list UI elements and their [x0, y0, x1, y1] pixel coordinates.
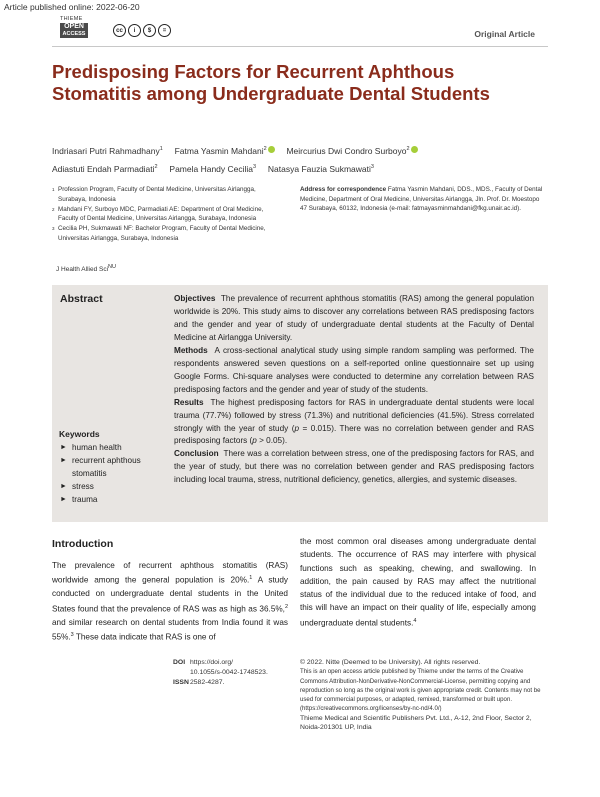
- arrow-icon: ►: [60, 444, 67, 451]
- logo-line1: OPEN: [60, 23, 88, 31]
- author: Indriasari Putri Rahmadhany: [52, 145, 160, 156]
- author: Natasya Fauzia Sukmawati: [267, 163, 371, 174]
- author: Pamela Handy Cecilia: [169, 163, 254, 174]
- keyword-item[interactable]: ► recurrent aphthous stomatitis: [60, 456, 141, 478]
- nd-icon: =: [158, 24, 171, 37]
- thieme-open-access-logo: [60, 16, 90, 42]
- issn-label: ISSN: [173, 679, 189, 686]
- orcid-icon[interactable]: [268, 146, 275, 153]
- doi-link[interactable]: https://doi.org/: [190, 659, 234, 666]
- introduction-col2: the most common oral diseases among undergraduate dental students. The occurrence of RAS may interfere with physical functions such as speaking, chewing, and swallowing. In addition, the pain caused by RAS may affect the nutritional status of the individual due to the reduced intake of food, and this will have an impact on their quality of life, especially among undergraduate dental students.$^4$: [300, 537, 536, 628]
- author: Fatma Yasmin Mahdani: [174, 145, 264, 156]
- journal-citation: J Health Allied Sci$^{NU}$: [56, 264, 116, 274]
- abstract-heading: Abstract: [60, 293, 103, 305]
- doi-label: DOI: [173, 659, 186, 666]
- author-row-1: Indriasari Putri Rahmadhany$^1$ Fatma Yasmin Mahdani$^2$ Meircurius Dwi Condro Surboyo$^2$: [52, 141, 548, 159]
- keyword-item[interactable]: ► human health: [60, 443, 122, 452]
- copyright: © 2022. Nitte (Deemed to be University). All rights reserved.: [300, 659, 481, 666]
- header-divider: [52, 46, 548, 47]
- doi-value: 10.1055/s-0042-1748523.: [190, 669, 268, 676]
- conclusion-label: Conclusion: [174, 449, 219, 459]
- keywords-list: [60, 441, 170, 506]
- introduction-heading: Introduction: [52, 538, 114, 550]
- correspondence-address: [300, 185, 548, 214]
- correspondence-text: Fatma Yasmin Mahdani, DDS., MDS., Faculty of Dental Medicine, Department of Oral Medicine, Universitas Airlangga, Jln. Prof. Dr. Moestopo 47 Surabaya, 60132, Indonesia (e-mail: fatmayasminmahdani@fkg.unair.ac.id).: [300, 186, 543, 213]
- abstract-body: Objectives The prevalence of recurrent aphthous stomatitis (RAS) among the general population worldwide is 20%. This study aims to discover any correlations between RAS predisposing factors and the gender and year of study of undergraduate dental students at the Faculty of Dental Medicine at Airlangga University. Methods A cross-sectional analytical study using simple random sampling was performed. The respondents answered seven questions on a self-reported online questionnaire set up using Google Forms. Chi-square analyses were conducted to determine any correlation between RAS predisposing factors and the gender and year of study of the students. Results The highest predisposing factors for RAS in undergraduate dental students were local trauma (77.7%) followed by stress (71.3%) and nutritional deficiencies (41.5%). Stress correlated strongly with the year of study (p = 0.015). There was no correlation between gender and RAS predisposing factors (p > 0.05). Conclusion There was a correlation between stress, one of the predisposing factors for RAS, and the year of study, but there was no correlation between gender and RAS predisposing factors including local trauma, stress, nutritional deficiency, genetics, allergies, and systemic diseases.: [174, 294, 534, 485]
- keyword-item[interactable]: ► stress: [60, 482, 94, 491]
- affiliation-item: 1 Profession Program, Faculty of Dental Medicine, Universitas Airlangga, Surabaya, Indonesia: [52, 186, 256, 203]
- affiliations: [52, 185, 284, 244]
- methods-text: A cross-sectional analytical study using simple random sampling was performed. The respondents answered seven questions on a self-reported online questionnaire set up using Google Forms. Chi-square analyses were conducted to determine any correlation between RAS predisposing factors and the gender and year of study of the students.: [174, 345, 534, 394]
- keywords-heading: Keywords: [59, 429, 100, 439]
- correspondence-label: Address for correspondence: [300, 186, 387, 193]
- license-icons: [113, 24, 171, 37]
- article-title: Predisposing Factors for Recurrent Aphthous Stomatitis among Undergraduate Dental Students: [52, 61, 490, 104]
- copyright-block: [300, 658, 548, 732]
- objectives-label: Objectives: [174, 294, 216, 303]
- by-icon: i: [128, 24, 141, 37]
- publisher-address: Thieme Medical and Scientific Publishers Pvt. Ltd., A-12, 2nd Floor, Sector 2, Noida-201301 UP, India: [300, 714, 532, 732]
- affiliation-item: 3 Cecilia PH, Sukmawati NF: Bachelor Program, Faculty of Dental Medicine, Universitas Airlangga, Surabaya, Indonesia: [52, 225, 266, 242]
- article-type: Original Article: [474, 29, 535, 39]
- author: Adiastuti Endah Parmadiati: [52, 163, 155, 174]
- author: Meircurius Dwi Condro Surboyo: [286, 145, 407, 156]
- cc-icon: cc: [113, 24, 126, 37]
- results-label: Results: [174, 397, 204, 407]
- logo-line2: ACCESS: [60, 31, 88, 38]
- author-row-2: Adiastuti Endah Parmadiati$^2$ Pamela Handy Cecilia$^3$ Natasya Fauzia Sukmawati$^3$: [52, 163, 374, 174]
- issn-value: 2582-4287.: [190, 679, 225, 686]
- orcid-icon[interactable]: [411, 146, 418, 153]
- introduction-col1: The prevalence of recurrent aphthous stomatitis (RAS) worldwide among the general population is 20%.$^1$ A study conducted on undergraduate dental students in the United States found that the prevalence of RAS was as high as 36.5%,$^2$ and similar research on dental students from India found it was 55%.$^3$ These data indicate that RAS is one of: [52, 561, 288, 642]
- objectives-text: The prevalence of recurrent aphthous stomatitis (RAS) among the general population worldwide is 20%. This study aims to discover any correlations between RAS predisposing factors and the gender and year of study of undergraduate dental students at the Faculty of Dental Medicine at Airlangga University.: [174, 294, 534, 342]
- author-list: [52, 141, 548, 177]
- arrow-icon: ►: [60, 483, 67, 490]
- results-text: The highest predisposing factors for RAS in undergraduate dental students were local trauma (77.7%) followed by stress (71.3%) and nutritional deficiencies (41.5%). Stress correlated strongly with the year of study (: [174, 397, 534, 433]
- license-text: This is an open access article published by Thieme under the terms of the Creative Commons Attribution-NonDerivative-NonCommercial-License, permitting copying and reproduction so long as the original work is given appropriate credit. Contents may not be used for commercial purposes, or adapted, remixed, transformed or built upon. (https://creativecommons.org/licenses/by-nc-nd/4.0/): [300, 668, 541, 713]
- arrow-icon: ►: [60, 457, 67, 464]
- logo-publisher: THIEME: [60, 16, 83, 22]
- conclusion-text: There was a correlation between stress, one of the predisposing factors for RAS, and the year of study, but there was no correlation between gender and RAS predisposing factors including local trauma, stress, nutritional deficiency, genetics, allergies, and systemic diseases.: [174, 449, 534, 485]
- methods-label: Methods: [174, 345, 208, 355]
- doi-block: [173, 658, 268, 688]
- publication-date: Article published online: 2022-06-20: [4, 2, 140, 12]
- arrow-icon: ►: [60, 496, 67, 503]
- nc-icon: $: [143, 24, 156, 37]
- affiliation-item: 2 Mahdani FY, Surboyo MDC, Parmadiati AE: Department of Oral Medicine, Faculty of Dental Medicine, Universitas Airlangga, Surabaya, Indonesia: [52, 205, 264, 223]
- keyword-item[interactable]: ► trauma: [60, 495, 98, 504]
